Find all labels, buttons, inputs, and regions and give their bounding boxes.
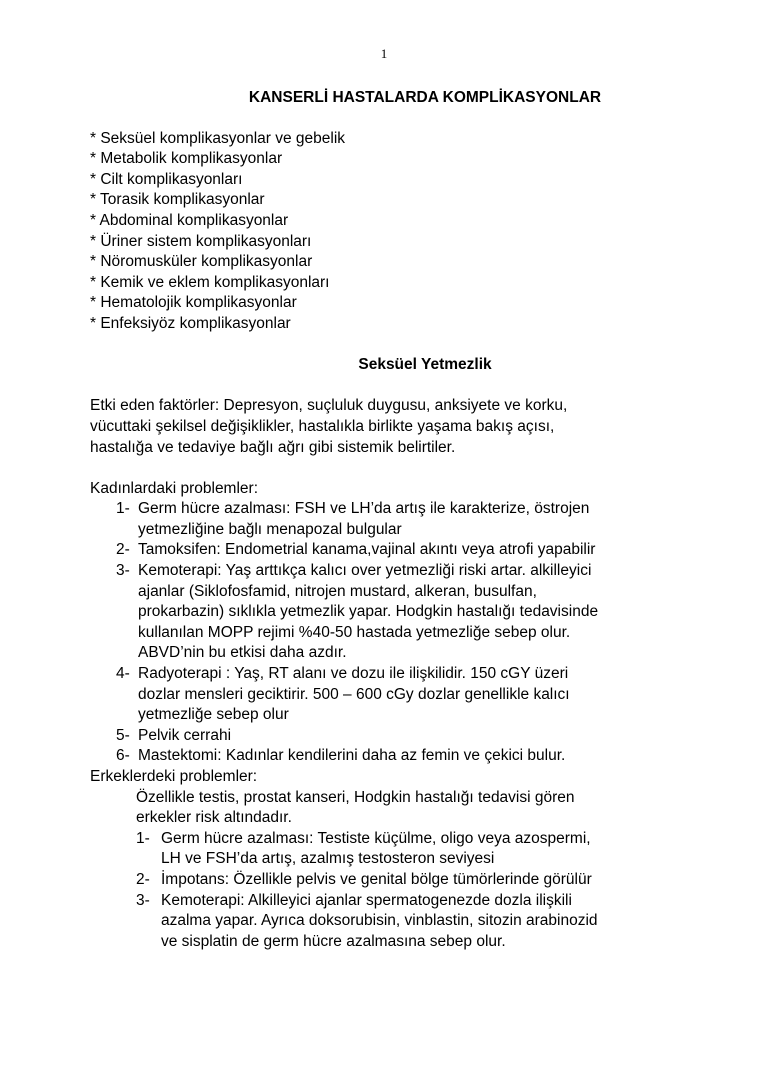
item-line: Mastektomi: Kadınlar kendilerini daha az femin ve çekici bulur. [138,747,566,765]
item-number: 5- [116,726,130,744]
document-body [90,88,760,952]
item-number: 3- [136,891,150,909]
factors-paragraph [90,396,760,458]
section-title: Seksüel Yetmezlik [358,356,492,374]
item-number: 2- [116,541,130,559]
list-item [90,561,760,664]
item-number: 1- [116,500,130,518]
list-item: * Torasik komplikasyonlar [90,191,265,209]
item-line: Radyoterapi : Yaş, RT alanı ve dozu ile ilişkilidir. 150 cGY üzeri [138,665,569,683]
list-item: * Kemik ve eklem komplikasyonları [90,273,330,291]
item-line: yetmezliğe sebep olur [138,706,289,724]
women-problems-list [90,499,760,767]
list-item: * Hematolojik komplikasyonlar [90,294,297,312]
list-item [90,664,760,726]
list-item [90,891,760,953]
list-item: * Seksüel komplikasyonlar ve gebelik [90,129,346,147]
item-line: ABVD’nin bu etkisi daha azdır. [138,644,347,662]
item-line: Kemoterapi: Alkilleyici ajanlar spermatogenezde dozla ilişkili [161,891,572,909]
list-item: * Nöromusküler komplikasyonlar [90,253,313,271]
item-line: azalma yapar. Ayrıca doksorubisin, vinblastin, sitozin arabinozid [161,912,598,930]
list-item [90,499,760,540]
list-item [90,829,760,870]
page-number: 1 [380,46,388,61]
item-number: 3- [116,562,130,580]
item-line: kullanılan MOPP rejimi %40-50 hastada yetmezliğe sebep olur. [138,623,571,641]
document-title: KANSERLİ HASTALARDA KOMPLİKASYONLAR [248,89,602,106]
item-line: Pelvik cerrahi [138,726,232,744]
women-heading: Kadınlardaki problemler: [90,479,259,497]
list-item: * Metabolik komplikasyonlar [90,150,283,168]
item-line: Tamoksifen: Endometrial kanama,vajinal akıntı veya atrofi yapabilir [138,541,596,559]
paragraph-line: Özellikle testis, prostat kanseri, Hodgkin hastalığı tedavisi gören [136,788,575,806]
item-number: 2- [136,870,150,888]
list-item [90,726,760,747]
list-item: * Cilt komplikasyonları [90,170,243,188]
list-item: * Enfeksiyöz komplikasyonlar [90,314,291,332]
paragraph-line: vücuttaki şekilsel değişiklikler, hastalıkla birlikte yaşama bakış açısı, [90,417,555,435]
men-intro [90,788,760,829]
item-line: Kemoterapi: Yaş arttıkça kalıcı over yetmezliği riski artar. alkilleyici [138,562,592,580]
list-item: * Üriner sistem komplikasyonları [90,232,312,250]
paragraph-line: Etki eden faktörler: Depresyon, suçluluk duygusu, anksiyete ve korku, [90,397,568,415]
item-line: yetmezliğine bağlı menapozal bulgular [138,520,402,538]
item-line: prokarbazin) sıklıkla yetmezlik yapar. Hodgkin hastalığı tedavisinde [138,603,599,621]
item-line: ve sisplatin de germ hücre azalmasına sebep olur. [161,932,506,950]
list-item [90,746,760,767]
men-heading: Erkeklerdeki problemler: [90,768,258,785]
list-item [90,870,760,891]
paragraph-line: erkekler risk altındadır. [136,809,292,827]
complications-list [90,129,760,335]
list-item [90,540,760,561]
item-line: İmpotans: Özellikle pelvis ve genital bölge tümörlerinde görülür [161,870,592,888]
item-line: Germ hücre azalması: FSH ve LH’da artış ile karakterize, östrojen [138,500,590,518]
paragraph-line: hastalığa ve tedaviye bağlı ağrı gibi sistemik belirtiler. [90,438,456,456]
item-line: ajanlar (Siklofosfamid, nitrojen mustard, alkeran, busulfan, [138,582,537,600]
item-number: 6- [116,747,130,765]
item-number: 4- [116,665,130,683]
item-line: LH ve FSH’da artış, azalmış testosteron seviyesi [161,850,495,868]
list-item: * Abdominal komplikasyonlar [90,211,289,229]
men-problems-section [90,788,760,953]
item-line: Germ hücre azalması: Testiste küçülme, oligo veya azospermi, [161,829,591,847]
item-line: dozlar mensleri geciktirir. 500 – 600 cGy dozlar genellikle kalıcı [138,685,570,703]
item-number: 1- [136,829,150,847]
